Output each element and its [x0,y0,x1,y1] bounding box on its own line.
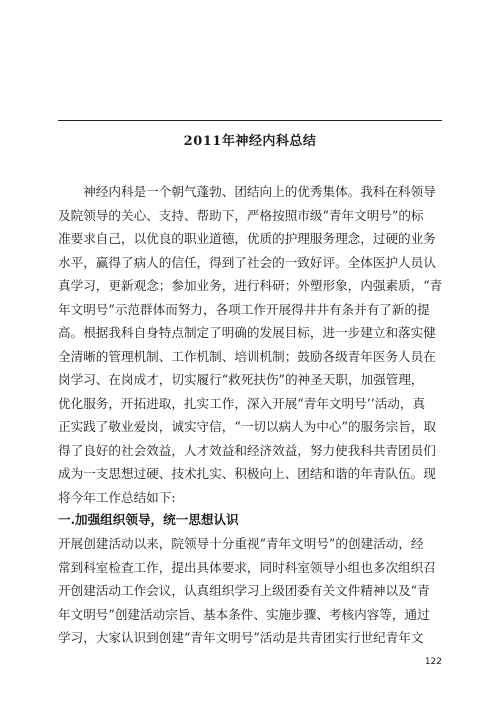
paragraph-line: 学习，大家认识到创建“青年文明号”活动是共青团实行世纪青年文 [58,630,424,645]
paragraph-line: 开展创建活动以来，院领导十分重视“青年文明号”的创建活动，经 [58,536,424,551]
paragraph-line: 成为一支思想过硬、技术扎实、积极向上、团结和谐的年青队伍。现 [58,466,436,481]
paragraph-line: 及院领导的关心、支持、帮助下，严格按照市级“青年文明号”的标 [58,207,424,223]
section-heading: 一.加强组织领导，统一思想认识 [58,512,239,527]
paragraph-line: 常到科室检查工作，提出具体要求，同时科室领导小组也多次组织召 [58,559,436,575]
paragraph-line: 神经内科是一个朝气蓬勃、团结向上的优秀集体。我科在科领导 [58,184,436,199]
paragraph-line: 年文明号”示范群体而努力，各项工作开展得井井有条并有了新的提 [58,301,430,317]
paragraph-line: 岗学习、在岗成才，切实履行“救死扶伤”的神圣天职，加强管理， [58,372,424,387]
paragraph-line: 将今年工作总结如下: [58,489,176,505]
intro-paragraph [58,180,442,509]
paragraph-line: 真学习，更新观念；参加业务，进行科研；外塑形象，内强素质，“青 [58,278,443,293]
paragraph-line: 准要求自己，以优良的职业道德，优质的护理服务理念，过硬的业务 [58,231,436,246]
paragraph-line: 优化服务，开拓进取，扎实工作，深入开展“青年文明号’’活动，真 [58,395,426,411]
page-number: 122 [424,657,442,667]
paragraph-line: 全清晰的管理机制、工作机制、培训机制；鼓励各级青年医务人员在 [58,348,436,364]
header-rule [58,120,442,121]
document-title: 2011年神经内科总结 [183,134,317,149]
paragraph-line: 得了良好的社会效益，人才效益和经济效益，努力使我科共青团员们 [58,442,436,458]
section-paragraph [58,532,442,650]
paragraph-line: 正实践了敬业爱岗，诚实守信，“一切以病人为中心”的服务宗旨，取 [58,419,437,434]
paragraph-line: 高。根据我科自身特点制定了明确的发展目标，进一步建立和落实健 [58,325,436,340]
paragraph-line: 年文明号”创建活动宗旨、基本条件、实施步骤、考核内容等，通过 [58,606,430,622]
paragraph-line: 水平，赢得了病人的信任，得到了社会的一致好评。全体医护人员认 [58,254,436,270]
paragraph-line: 开创建活动工作会议，认真组织学习上级团委有关文件精神以及“青 [58,583,430,598]
